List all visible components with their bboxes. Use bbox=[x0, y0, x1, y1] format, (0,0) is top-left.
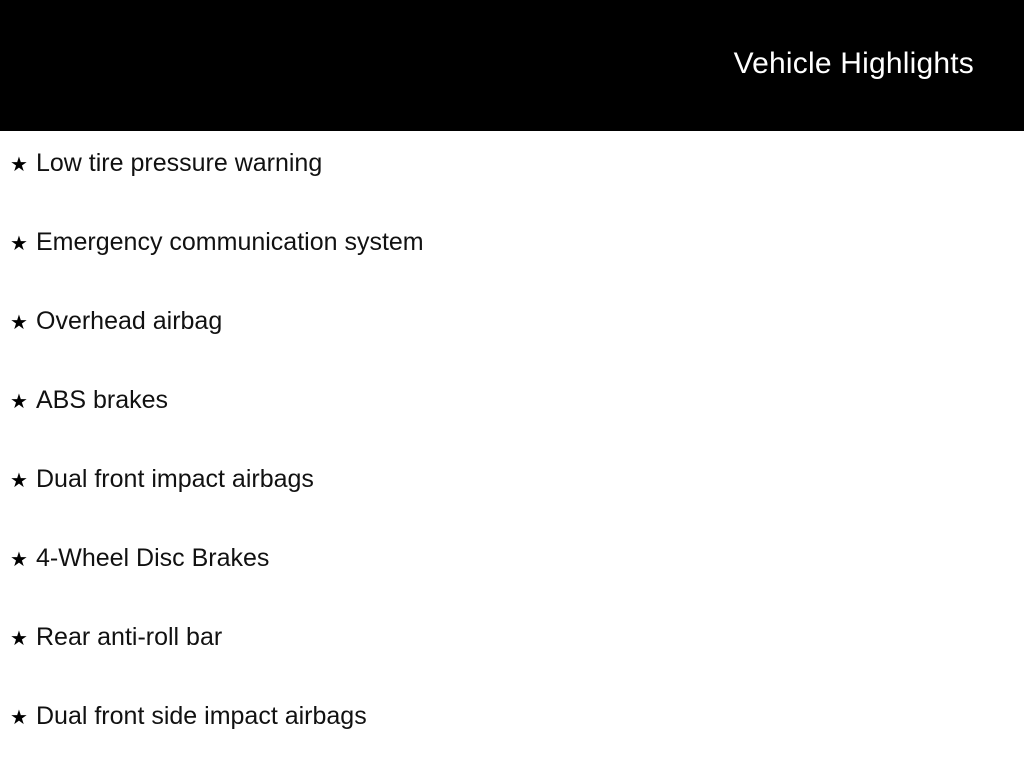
list-item bbox=[0, 309, 1024, 388]
star-icon: ★ bbox=[10, 312, 28, 334]
star-icon: ★ bbox=[10, 549, 28, 571]
vehicle-highlights-list bbox=[0, 131, 1024, 783]
list-item-label: Low tire pressure warning bbox=[36, 149, 323, 177]
list-item bbox=[0, 704, 1024, 783]
star-icon: ★ bbox=[10, 707, 28, 729]
list-item-label: Rear anti-roll bar bbox=[36, 623, 223, 651]
list-item-label: 4-Wheel Disc Brakes bbox=[36, 544, 270, 572]
header-bar bbox=[0, 0, 1024, 131]
star-icon: ★ bbox=[10, 470, 28, 492]
list-item bbox=[0, 151, 1024, 230]
list-item bbox=[0, 546, 1024, 625]
list-item bbox=[0, 625, 1024, 704]
list-item bbox=[0, 467, 1024, 546]
list-item bbox=[0, 388, 1024, 467]
list-item-label: Overhead airbag bbox=[36, 307, 223, 335]
star-icon: ★ bbox=[10, 628, 28, 650]
star-icon: ★ bbox=[10, 233, 28, 255]
list-item-label: Dual front side impact airbags bbox=[36, 702, 367, 730]
list-item bbox=[0, 230, 1024, 309]
list-item-label: Emergency communication system bbox=[36, 228, 424, 256]
list-item-label: ABS brakes bbox=[36, 386, 169, 414]
page-title: Vehicle Highlights bbox=[733, 46, 974, 80]
star-icon: ★ bbox=[10, 154, 28, 176]
star-icon: ★ bbox=[10, 391, 28, 413]
list-item-label: Dual front impact airbags bbox=[36, 465, 314, 493]
